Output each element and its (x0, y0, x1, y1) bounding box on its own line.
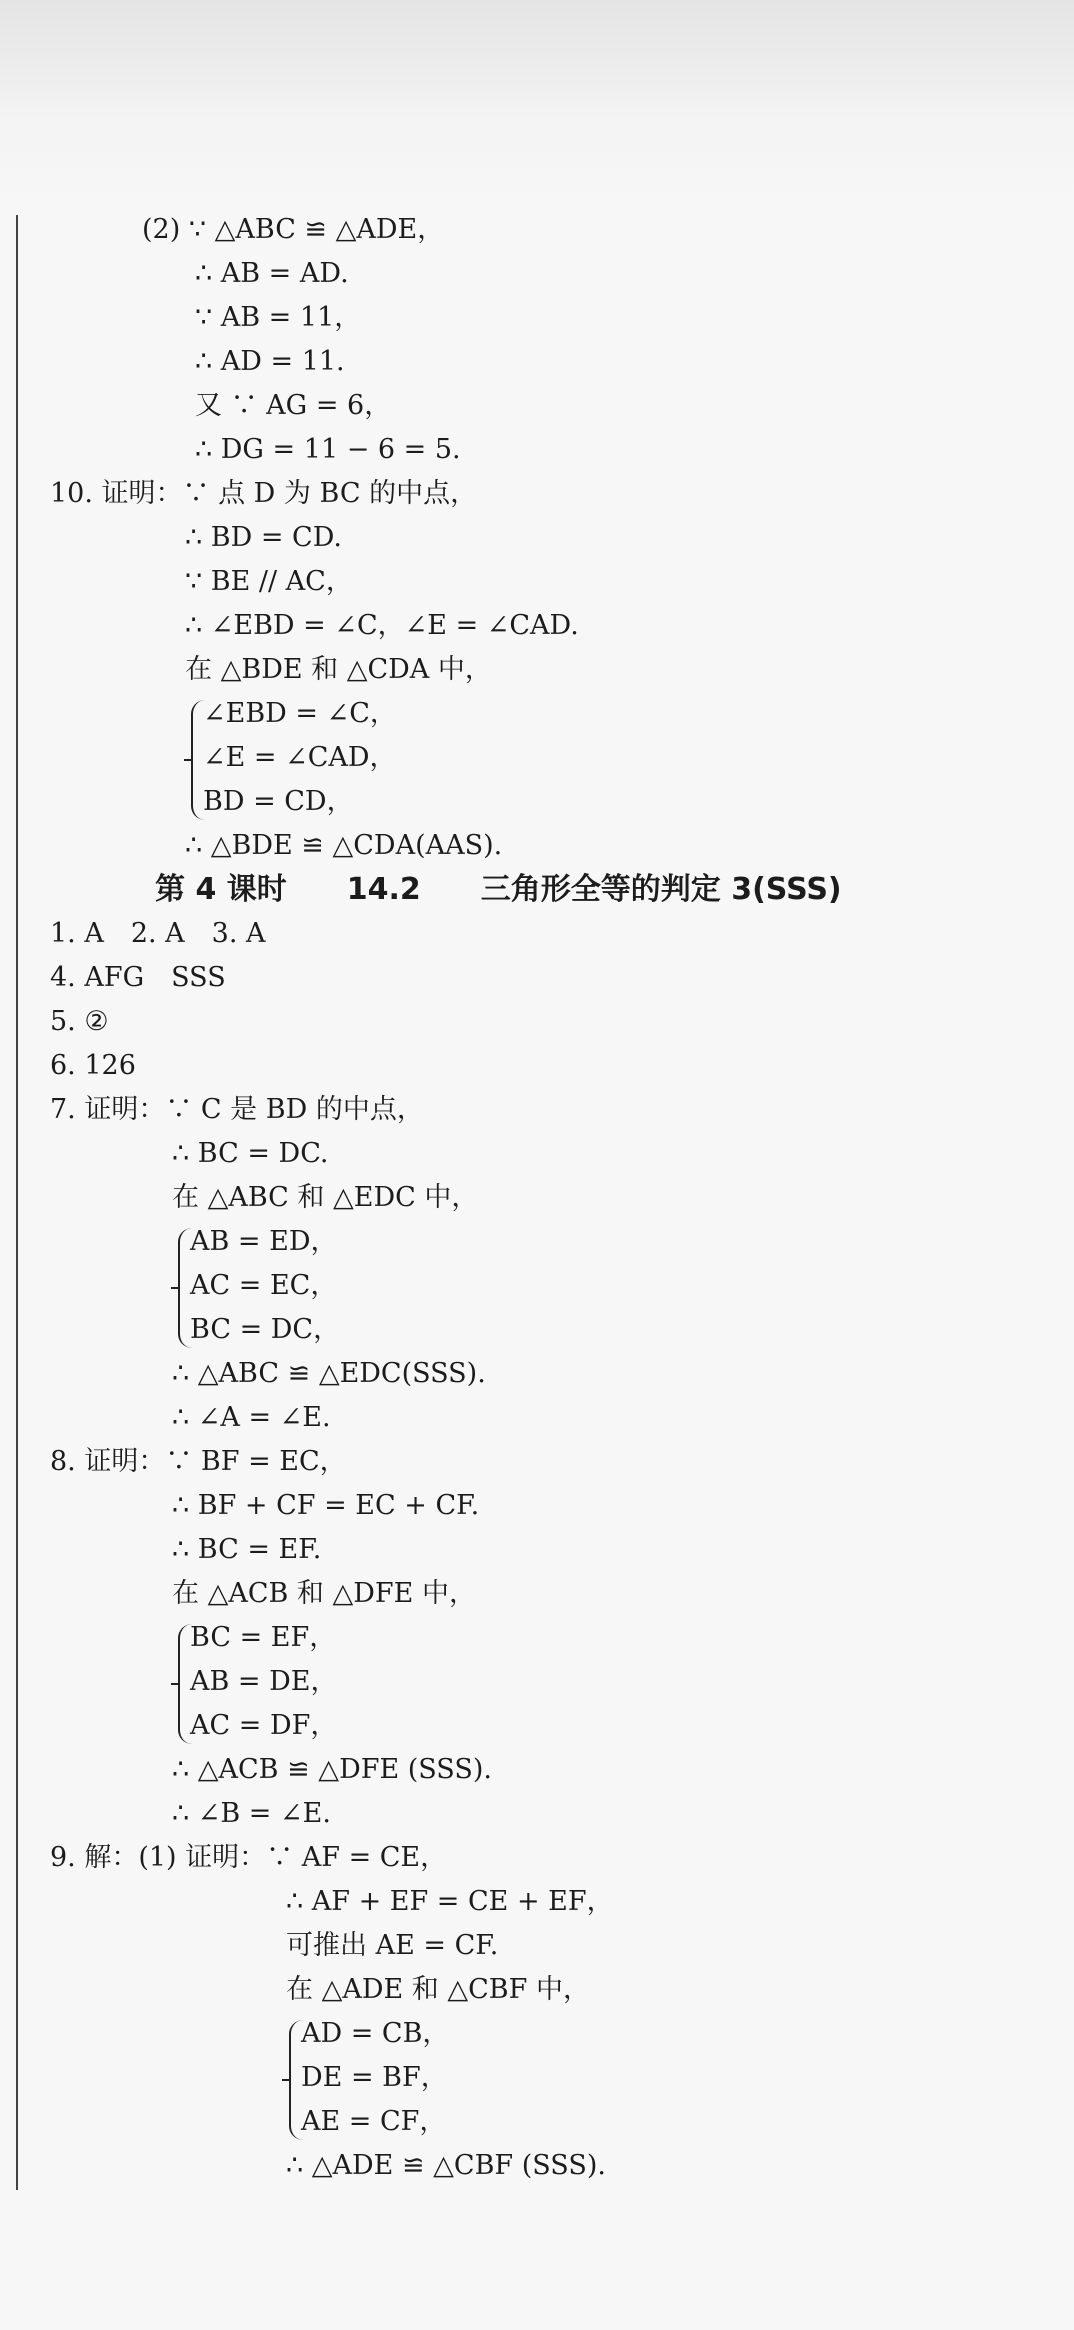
text-line: ∵ BE // AC， (185, 566, 353, 597)
text-line: ∴ BC = DC. (172, 1138, 329, 1169)
text-line: ∵ AB = 11， (195, 302, 362, 333)
text-line: 1. A 2. A 3. A (50, 918, 266, 949)
text-line: (2) ∵ △ABC ≌ △ADE， (142, 214, 445, 245)
text-line: ∴ BF + CF = EC + CF. (172, 1490, 480, 1521)
text-line: 4. AFG SSS (50, 962, 226, 993)
text-line: AB = DE， (190, 1666, 338, 1697)
text-line: BC = DC， (190, 1314, 341, 1345)
text-line: 10. 证明：∵ 点 D 为 BC 的中点， (50, 478, 478, 509)
text-line: ∴ AF + EF = CE + EF， (286, 1886, 614, 1917)
text-line: ∴ ∠B = ∠E. (172, 1798, 331, 1829)
text-line: AD = CB， (301, 2018, 450, 2049)
text-line: ∴ DG = 11 − 6 = 5. (195, 434, 461, 465)
page-top-shadow (0, 0, 1074, 200)
text-line: 在 △ABC 和 △EDC 中， (172, 1182, 479, 1213)
text-line: DE = BF， (301, 2062, 448, 2093)
text-line: ∴ BD = CD. (185, 522, 342, 553)
text-line: 9. 解：(1) 证明：∵ AF = CE， (50, 1842, 448, 1873)
text-line: ∴ AB = AD. (195, 258, 349, 289)
margin-rule (16, 215, 18, 2190)
text-line: AC = EC， (190, 1270, 338, 1301)
text-line: 可推出 AE = CF. (286, 1930, 499, 1961)
text-line: 在 △BDE 和 △CDA 中， (185, 654, 492, 685)
text-line: 又 ∵ AG = 6， (195, 390, 392, 421)
text-line: ∠E = ∠CAD， (203, 742, 397, 773)
text-line: BC = EF， (190, 1622, 337, 1653)
section-heading: 第 4 课时 14.2 三角形全等的判定 3(SSS) (155, 872, 842, 907)
text-line: ∠EBD = ∠C， (203, 698, 397, 729)
text-line: 5. ② (50, 1006, 109, 1037)
text-line: AB = ED， (190, 1226, 338, 1257)
text-line: AE = CF， (301, 2106, 447, 2137)
text-line: ∴ △ABC ≌ △EDC(SSS). (172, 1358, 486, 1389)
text-line: 8. 证明：∵ BF = EC， (50, 1446, 347, 1477)
text-line: 在 △ACB 和 △DFE 中， (172, 1578, 476, 1609)
text-line: ∴ AD = 11. (195, 346, 345, 377)
text-line: BD = CD， (203, 786, 354, 817)
text-line: AC = DF， (190, 1710, 338, 1741)
text-line: ∴ ∠A = ∠E. (172, 1402, 331, 1433)
text-line: 7. 证明：∵ C 是 BD 的中点， (50, 1094, 424, 1125)
text-line: ∴ △BDE ≌ △CDA(AAS). (185, 830, 503, 861)
text-line: ∴ BC = EF. (172, 1534, 322, 1565)
text-line: ∴ △ACB ≌ △DFE (SSS). (172, 1754, 492, 1785)
text-line: 6. 126 (50, 1050, 136, 1081)
text-line: ∴ △ADE ≌ △CBF (SSS). (286, 2150, 606, 2181)
text-line: ∴ ∠EBD = ∠C，∠E = ∠CAD. (185, 610, 579, 641)
text-line: 在 △ADE 和 △CBF 中， (286, 1974, 590, 2005)
